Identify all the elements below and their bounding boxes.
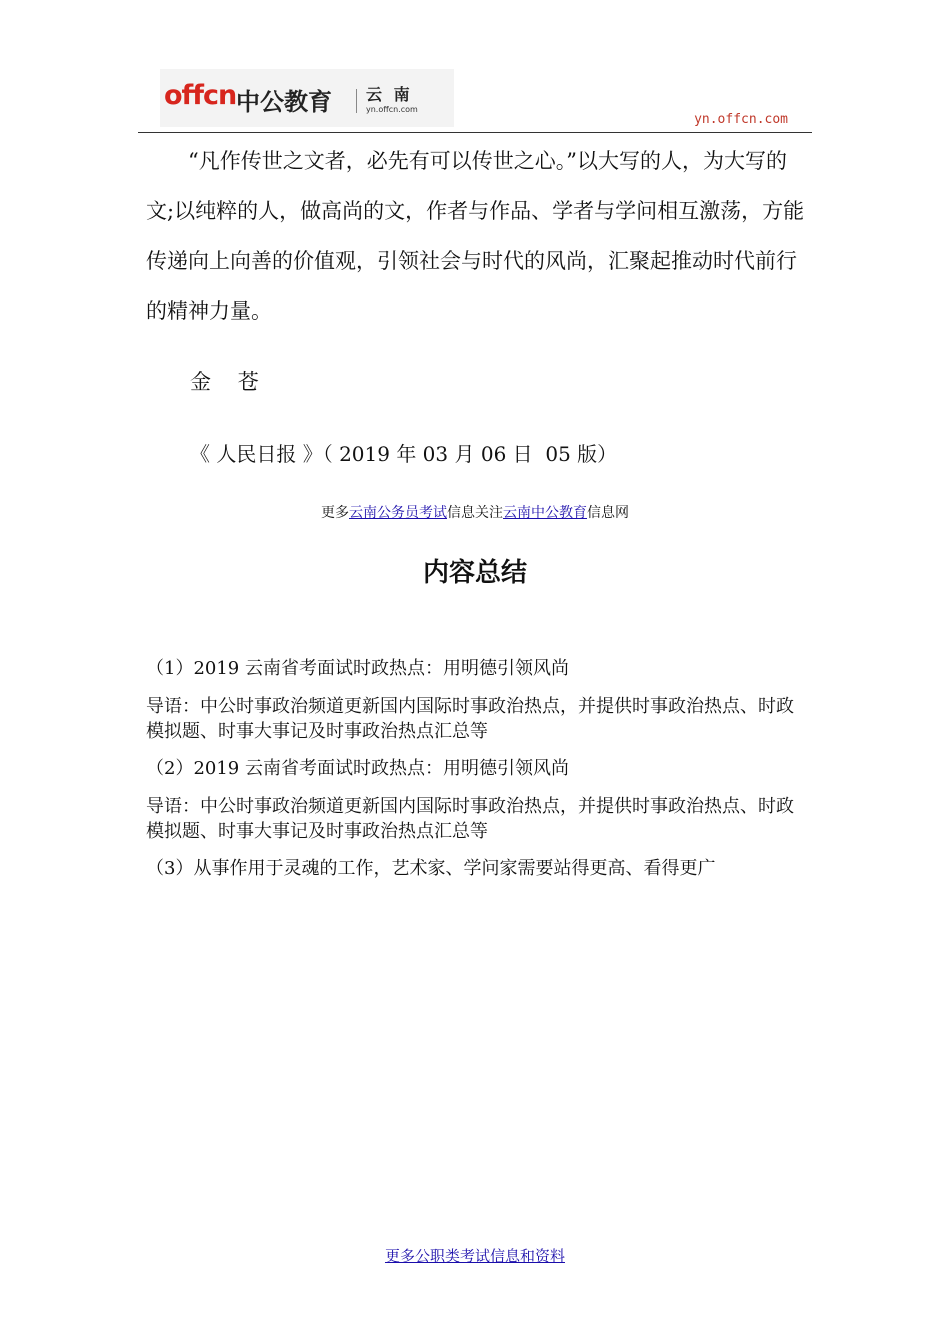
summary-item-3: （2）2019 云南省考面试时政热点：用明德引领风尚: [146, 758, 569, 779]
article-paragraph: “凡作传世之文者，必先有可以传世之心。”以大写的人，为大写的文;以纯粹的人，做高尚的文，作者与作品、学者与学问相互激荡，方能传递向上向善的价值观，引领社会与时代的风尚，汇聚起推动时代前行的精神力量。: [146, 149, 805, 323]
summary-item-5: （3）从事作用于灵魂的工作，艺术家、学问家需要站得更高、看得更广: [146, 858, 716, 879]
summary-item-2: 导语：中公时事政治频道更新国内国际时事政治热点，并提供时事政治热点、时政模拟题、时事大事记及时事政治热点汇总等: [146, 696, 794, 742]
summary-item-1: （1）2019 云南省考面试时政热点：用明德引领风尚: [146, 658, 569, 679]
page-header: [138, 68, 812, 133]
more-info-line: [0, 501, 950, 525]
summary-title: 内容总结: [422, 558, 527, 588]
offcn-yunnan-link[interactable]: 云南中公教育: [503, 505, 587, 521]
summary-item-4: 导语：中公时事政治频道更新国内国际时事政治热点，并提供时事政治热点、时政模拟题、时事大事记及时事政治热点汇总等: [146, 796, 794, 842]
logo-divider: [356, 89, 357, 113]
logo-brand-name: 中公教育: [236, 88, 332, 116]
logo-region: 云 南: [366, 85, 413, 104]
logo-offcn-text: offcn: [164, 80, 237, 111]
civil-exam-link[interactable]: 云南公务员考试: [349, 505, 447, 521]
site-url[interactable]: yn.offcn.com: [694, 112, 788, 127]
article-author: 金 苍: [190, 370, 259, 394]
footer-more-link[interactable]: 更多公职类考试信息和资料: [384, 1247, 565, 1265]
more-info-middle: 信息关注: [447, 505, 503, 521]
more-info-suffix: 信息网: [587, 505, 629, 521]
offcn-logo[interactable]: [160, 69, 454, 127]
more-info-prefix: 更多: [321, 505, 349, 521]
logo-sub-url: yn.offcn.com: [366, 105, 418, 114]
article-source: 《 人民日报 》（ 2019 年 03 月 06 日 05 版）: [190, 442, 618, 466]
